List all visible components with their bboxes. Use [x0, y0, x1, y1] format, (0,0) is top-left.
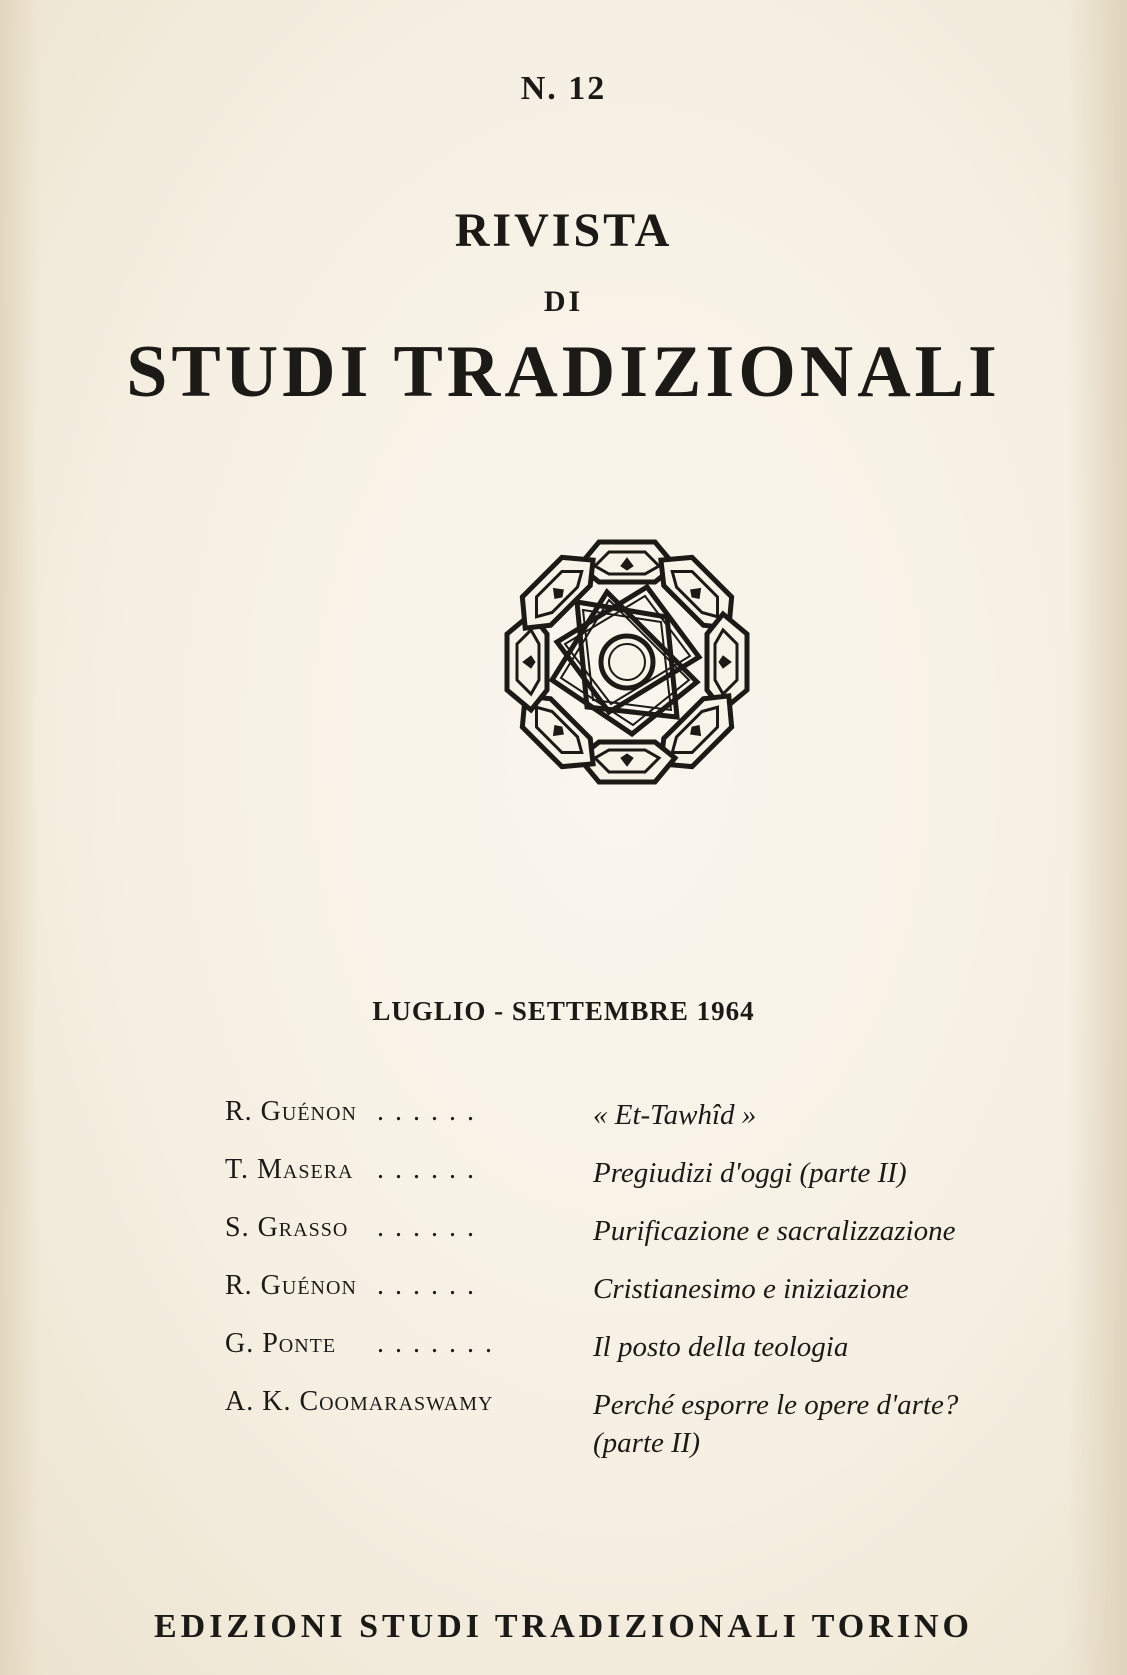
toc-title: Perché esporre le opere d'arte? (parte II): [593, 1389, 959, 1459]
toc-entry: [225, 1096, 1045, 1154]
publisher: EDIZIONI STUDI TRADIZIONALI TORINO: [153, 1608, 974, 1645]
toc-author: G. Ponte: [225, 1328, 337, 1359]
toc-entry: [225, 1386, 1045, 1476]
toc-title: Cristianesimo e iniziazione: [593, 1273, 909, 1305]
toc-leader-dots: ......: [377, 1212, 485, 1243]
toc-leader-dots: ......: [377, 1096, 485, 1127]
toc-title: Purificazione e sacralizzazione: [593, 1215, 956, 1247]
toc-entry: [225, 1212, 1045, 1270]
toc-entry: [225, 1328, 1045, 1386]
title-di: DI: [543, 285, 584, 318]
issue-date: LUGLIO - SETTEMBRE 1964: [372, 996, 755, 1026]
toc-author: A. K. Coomaraswamy: [225, 1386, 494, 1417]
toc-author: R. Guénon: [225, 1270, 357, 1301]
title-rivista: RIVISTA: [454, 204, 673, 257]
toc-leader-dots: .......: [377, 1328, 503, 1359]
toc-leader-dots: ......: [377, 1270, 485, 1301]
toc-title: Il posto della teologia: [593, 1331, 849, 1363]
toc-title: « Et-Tawhîd »: [593, 1099, 757, 1131]
title-studi-tradizionali: STUDI TRADIZIONALI: [126, 331, 1001, 413]
toc-author: T. Masera: [225, 1154, 354, 1185]
toc-leader-dots: ......: [377, 1154, 485, 1185]
toc-entry: [225, 1270, 1045, 1328]
toc-author: R. Guénon: [225, 1096, 357, 1127]
interlaced-octagram-ornament-icon: [487, 522, 767, 802]
toc-title: Pregiudizi d'oggi (parte II): [593, 1157, 907, 1189]
toc-author: S. Grasso: [225, 1212, 349, 1243]
toc-entry: [225, 1154, 1045, 1212]
table-of-contents: [225, 1096, 1045, 1476]
issue-number: N. 12: [520, 70, 607, 107]
